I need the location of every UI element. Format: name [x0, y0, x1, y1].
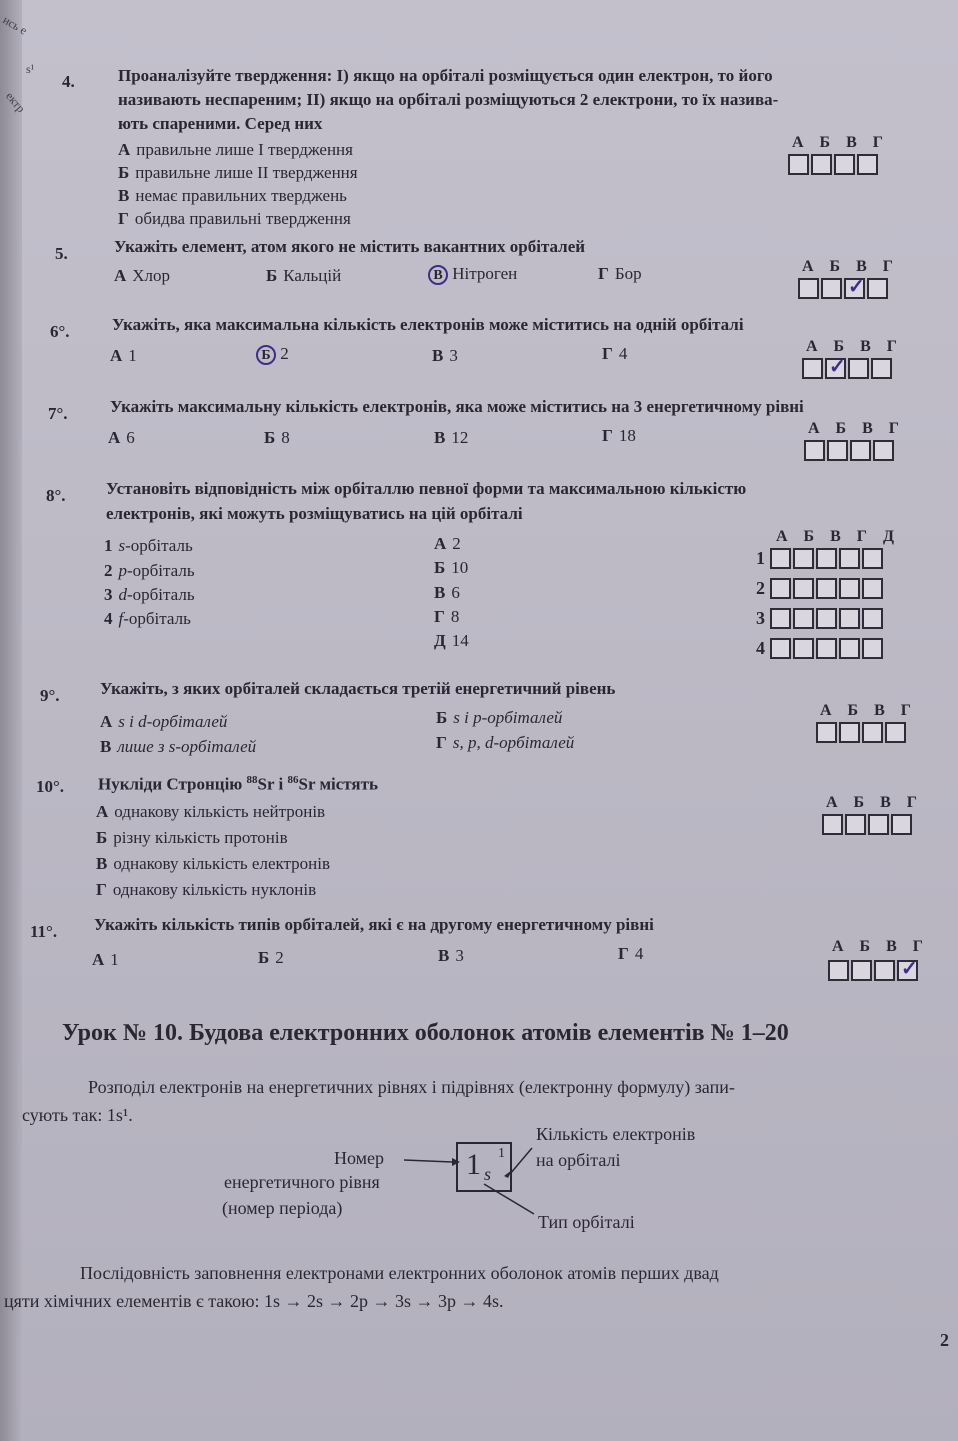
- question-text: Укажіть кількість типів орбіталей, які є на другому енергетичному рівні: [94, 915, 654, 934]
- answer-box[interactable]: [816, 548, 837, 569]
- answer-option: Г 4: [618, 944, 644, 963]
- answer-box[interactable]: [862, 722, 883, 743]
- answer-box[interactable]: [770, 608, 791, 629]
- checkmark-icon: ✓: [848, 276, 865, 298]
- answer-box[interactable]: [862, 548, 883, 569]
- match-row-label: 2: [756, 578, 765, 598]
- answer-box[interactable]: [804, 440, 825, 461]
- answer-grid: [816, 722, 906, 743]
- question-number: 9°.: [40, 686, 60, 705]
- answer-option: Г 4: [602, 344, 628, 363]
- answer-option: Г 18: [602, 426, 636, 445]
- answer-option: А правильне лише І твердження: [118, 140, 353, 159]
- circled-letter: В: [428, 265, 448, 285]
- question-text: Укажіть, яка максимальна кількість електронів може міститись на одній орбіталі: [112, 315, 744, 334]
- answer-box[interactable]: [793, 548, 814, 569]
- answer-box[interactable]: [770, 548, 791, 569]
- answer-box[interactable]: [825, 358, 846, 379]
- answer-box[interactable]: [897, 960, 918, 981]
- answer-box[interactable]: [885, 722, 906, 743]
- lesson-paragraph: Розподіл електронів на енергетичних рівнях і підрівнях (електронну формулу) запи-: [88, 1077, 735, 1097]
- match-right-item: Г 8: [434, 607, 460, 626]
- answer-option: А 1: [110, 346, 137, 365]
- answer-option: Г однакову кількість нуклонів: [96, 880, 317, 899]
- answer-option: Г s, p, d-орбіталей: [436, 733, 575, 752]
- answer-box[interactable]: [873, 440, 894, 461]
- checkmark-icon: ✓: [829, 356, 846, 378]
- diagram-label-count: на орбіталі: [536, 1150, 621, 1170]
- question-text: Укажіть елемент, атом якого не містить вакантних орбіталей: [114, 237, 586, 256]
- answer-box[interactable]: [862, 638, 883, 659]
- answer-box[interactable]: [871, 358, 892, 379]
- answer-grid-header: А Б В Г: [792, 134, 889, 151]
- question-text: ють спареними. Серед них: [118, 114, 323, 133]
- answer-option: Б різну кількість протонів: [96, 828, 288, 847]
- answer-option: А однакову кількість нейтронів: [96, 802, 326, 821]
- circled-letter: Б: [256, 345, 276, 365]
- answer-box[interactable]: [834, 154, 855, 175]
- answer-box[interactable]: [816, 608, 837, 629]
- answer-box[interactable]: [816, 578, 837, 599]
- formula-level: 1: [466, 1148, 481, 1181]
- answer-option: В 3: [432, 346, 458, 365]
- answer-box[interactable]: [839, 722, 860, 743]
- answer-option: Б 8: [264, 428, 290, 447]
- diagram-label-level: енергетичного рівня: [224, 1172, 380, 1192]
- answer-option: Б s і p-орбіталей: [436, 708, 563, 727]
- question-number: 10°.: [36, 777, 65, 796]
- answer-grid: [804, 440, 894, 461]
- answer-box[interactable]: [816, 722, 837, 743]
- answer-option: А s і d-орбіталей: [100, 712, 228, 731]
- answer-box[interactable]: [770, 578, 791, 599]
- answer-box[interactable]: [862, 578, 883, 599]
- answer-option: В 3: [438, 946, 464, 965]
- match-row-label: 4: [756, 638, 765, 658]
- answer-option: А Хлор: [114, 266, 171, 285]
- diagram-label-type: Тип орбіталі: [538, 1212, 635, 1232]
- match-grid-row: [770, 578, 883, 599]
- edge-fragment: ектр: [3, 89, 29, 116]
- answer-option: В 12: [434, 428, 469, 447]
- question-number: 11°.: [30, 922, 58, 941]
- answer-box[interactable]: [850, 440, 871, 461]
- question-text: Укажіть, з яких орбіталей складається третій енергетичний рівень: [100, 679, 616, 698]
- electron-formula-box: [456, 1142, 512, 1192]
- match-left-item: 2 p-орбіталь: [104, 561, 195, 580]
- question-text: Укажіть максимальну кількість електронів, яка може міститись на 3 енергетичному рівні: [110, 397, 804, 416]
- answer-option: В однакову кількість електронів: [96, 854, 331, 873]
- answer-grid: [828, 960, 918, 981]
- answer-grid-header: А Б В Г: [820, 702, 917, 719]
- match-grid-row: [770, 638, 883, 659]
- answer-grid-header: А Б В Г: [832, 938, 929, 955]
- book-spine: [0, 0, 22, 1441]
- answer-grid-header: А Б В Г: [826, 794, 923, 811]
- question-text: Нукліди Стронцію $^{88}$Sr і $^{86}$Sr містять: [98, 774, 378, 794]
- answer-option: А 6: [108, 428, 135, 447]
- answer-box[interactable]: [874, 960, 895, 981]
- question-text: Установіть відповідність між орбіталлю певної форми та максимальною кількістю: [106, 479, 747, 498]
- answer-box[interactable]: [793, 638, 814, 659]
- diagram-label-level: Номер: [334, 1148, 385, 1168]
- answer-box[interactable]: [848, 358, 869, 379]
- lesson-title: Урок № 10. Будова електронних оболонок атомів елементів № 1–20: [62, 1020, 789, 1046]
- answer-box[interactable]: [770, 638, 791, 659]
- answer-option-circled: Б 2: [256, 344, 289, 365]
- answer-box[interactable]: [862, 608, 883, 629]
- diagram-label-count: Кількість електронів: [536, 1124, 696, 1144]
- edge-fragment: s¹: [26, 62, 35, 76]
- answer-option: В немає правильних тверджень: [118, 186, 347, 205]
- answer-box[interactable]: [827, 440, 848, 461]
- match-row-label: 1: [756, 548, 765, 568]
- answer-box[interactable]: [802, 358, 823, 379]
- question-number: 7°.: [48, 404, 68, 423]
- answer-box[interactable]: [839, 548, 860, 569]
- answer-box[interactable]: [798, 278, 819, 299]
- answer-box[interactable]: [788, 154, 809, 175]
- match-right-item: В 6: [434, 583, 460, 602]
- answer-option: Б 2: [258, 948, 284, 967]
- answer-box[interactable]: [845, 814, 866, 835]
- answer-grid-header: А Б В Г: [806, 338, 903, 355]
- formula-count: 1: [498, 1146, 505, 1161]
- match-right-item: Д 14: [434, 631, 469, 650]
- match-right-item: Б 10: [434, 558, 469, 577]
- answer-option: Б правильне лише ІІ твердження: [118, 163, 358, 182]
- match-right-item: А 2: [434, 534, 461, 553]
- question-text: називають неспареним; ІІ) якщо на орбіталі розміщуються 2 електрони, то їх назива-: [118, 90, 779, 109]
- question-number: 5.: [55, 244, 68, 263]
- edge-fragment: ись е: [0, 12, 30, 38]
- answer-box[interactable]: [793, 608, 814, 629]
- lesson-paragraph: цяти хімічних елементів є такою: 1s → 2s → 2p → 3s → 3p → 4s.: [4, 1291, 504, 1311]
- match-left-item: 3 d-орбіталь: [104, 585, 195, 604]
- answer-box[interactable]: [811, 154, 832, 175]
- answer-option: В лише з s-орбіталей: [100, 737, 257, 756]
- answer-option: Г обидва правильні твердження: [118, 209, 351, 228]
- lesson-paragraph: сують так: 1s¹.: [22, 1105, 133, 1125]
- match-left-item: 4 f-орбіталь: [104, 609, 191, 628]
- formula-type: s: [484, 1164, 492, 1184]
- answer-box[interactable]: [857, 154, 878, 175]
- answer-box[interactable]: [844, 278, 865, 299]
- answer-box[interactable]: [891, 814, 912, 835]
- match-row-label: 3: [756, 608, 765, 628]
- page-number: 2: [940, 1330, 949, 1350]
- answer-box[interactable]: [868, 814, 889, 835]
- match-grid-header: А Б В Г Д: [776, 528, 900, 545]
- checkmark-icon: ✓: [901, 958, 918, 980]
- lesson-paragraph: Послідовність заповнення електронами електронних оболонок атомів перших двад: [80, 1263, 719, 1283]
- answer-box[interactable]: [839, 578, 860, 599]
- match-grid-row: [770, 608, 883, 629]
- question-number: 4.: [62, 72, 75, 91]
- answer-option: Б Кальцій: [266, 266, 342, 285]
- answer-option: Г Бор: [598, 264, 642, 283]
- answer-grid: [822, 814, 912, 835]
- question-number: 8°.: [46, 486, 66, 505]
- match-grid-row: [770, 548, 883, 569]
- answer-box[interactable]: [821, 278, 842, 299]
- answer-box[interactable]: [816, 638, 837, 659]
- match-left-item: 1 s-орбіталь: [104, 536, 193, 555]
- answer-box[interactable]: [839, 608, 860, 629]
- answer-box[interactable]: [851, 960, 872, 981]
- question-text: електронів, які можуть розміщуватись на цій орбіталі: [106, 504, 523, 523]
- question-text: Проаналізуйте твердження: І) якщо на орбіталі розміщується один електрон, то його: [118, 66, 773, 85]
- answer-box[interactable]: [822, 814, 843, 835]
- answer-grid-header: А Б В Г: [802, 258, 899, 275]
- answer-box[interactable]: [793, 578, 814, 599]
- answer-option: А 1: [92, 950, 119, 969]
- answer-grid: [798, 278, 888, 299]
- answer-option-circled: В Нітроген: [428, 264, 517, 285]
- answer-grid: [788, 154, 878, 175]
- answer-box[interactable]: [839, 638, 860, 659]
- diagram-label-level: (номер періода): [222, 1198, 343, 1218]
- answer-grid: [802, 358, 892, 379]
- question-number: 6°.: [50, 322, 70, 341]
- answer-grid-header: А Б В Г: [808, 420, 905, 437]
- answer-box[interactable]: [828, 960, 849, 981]
- answer-box[interactable]: [867, 278, 888, 299]
